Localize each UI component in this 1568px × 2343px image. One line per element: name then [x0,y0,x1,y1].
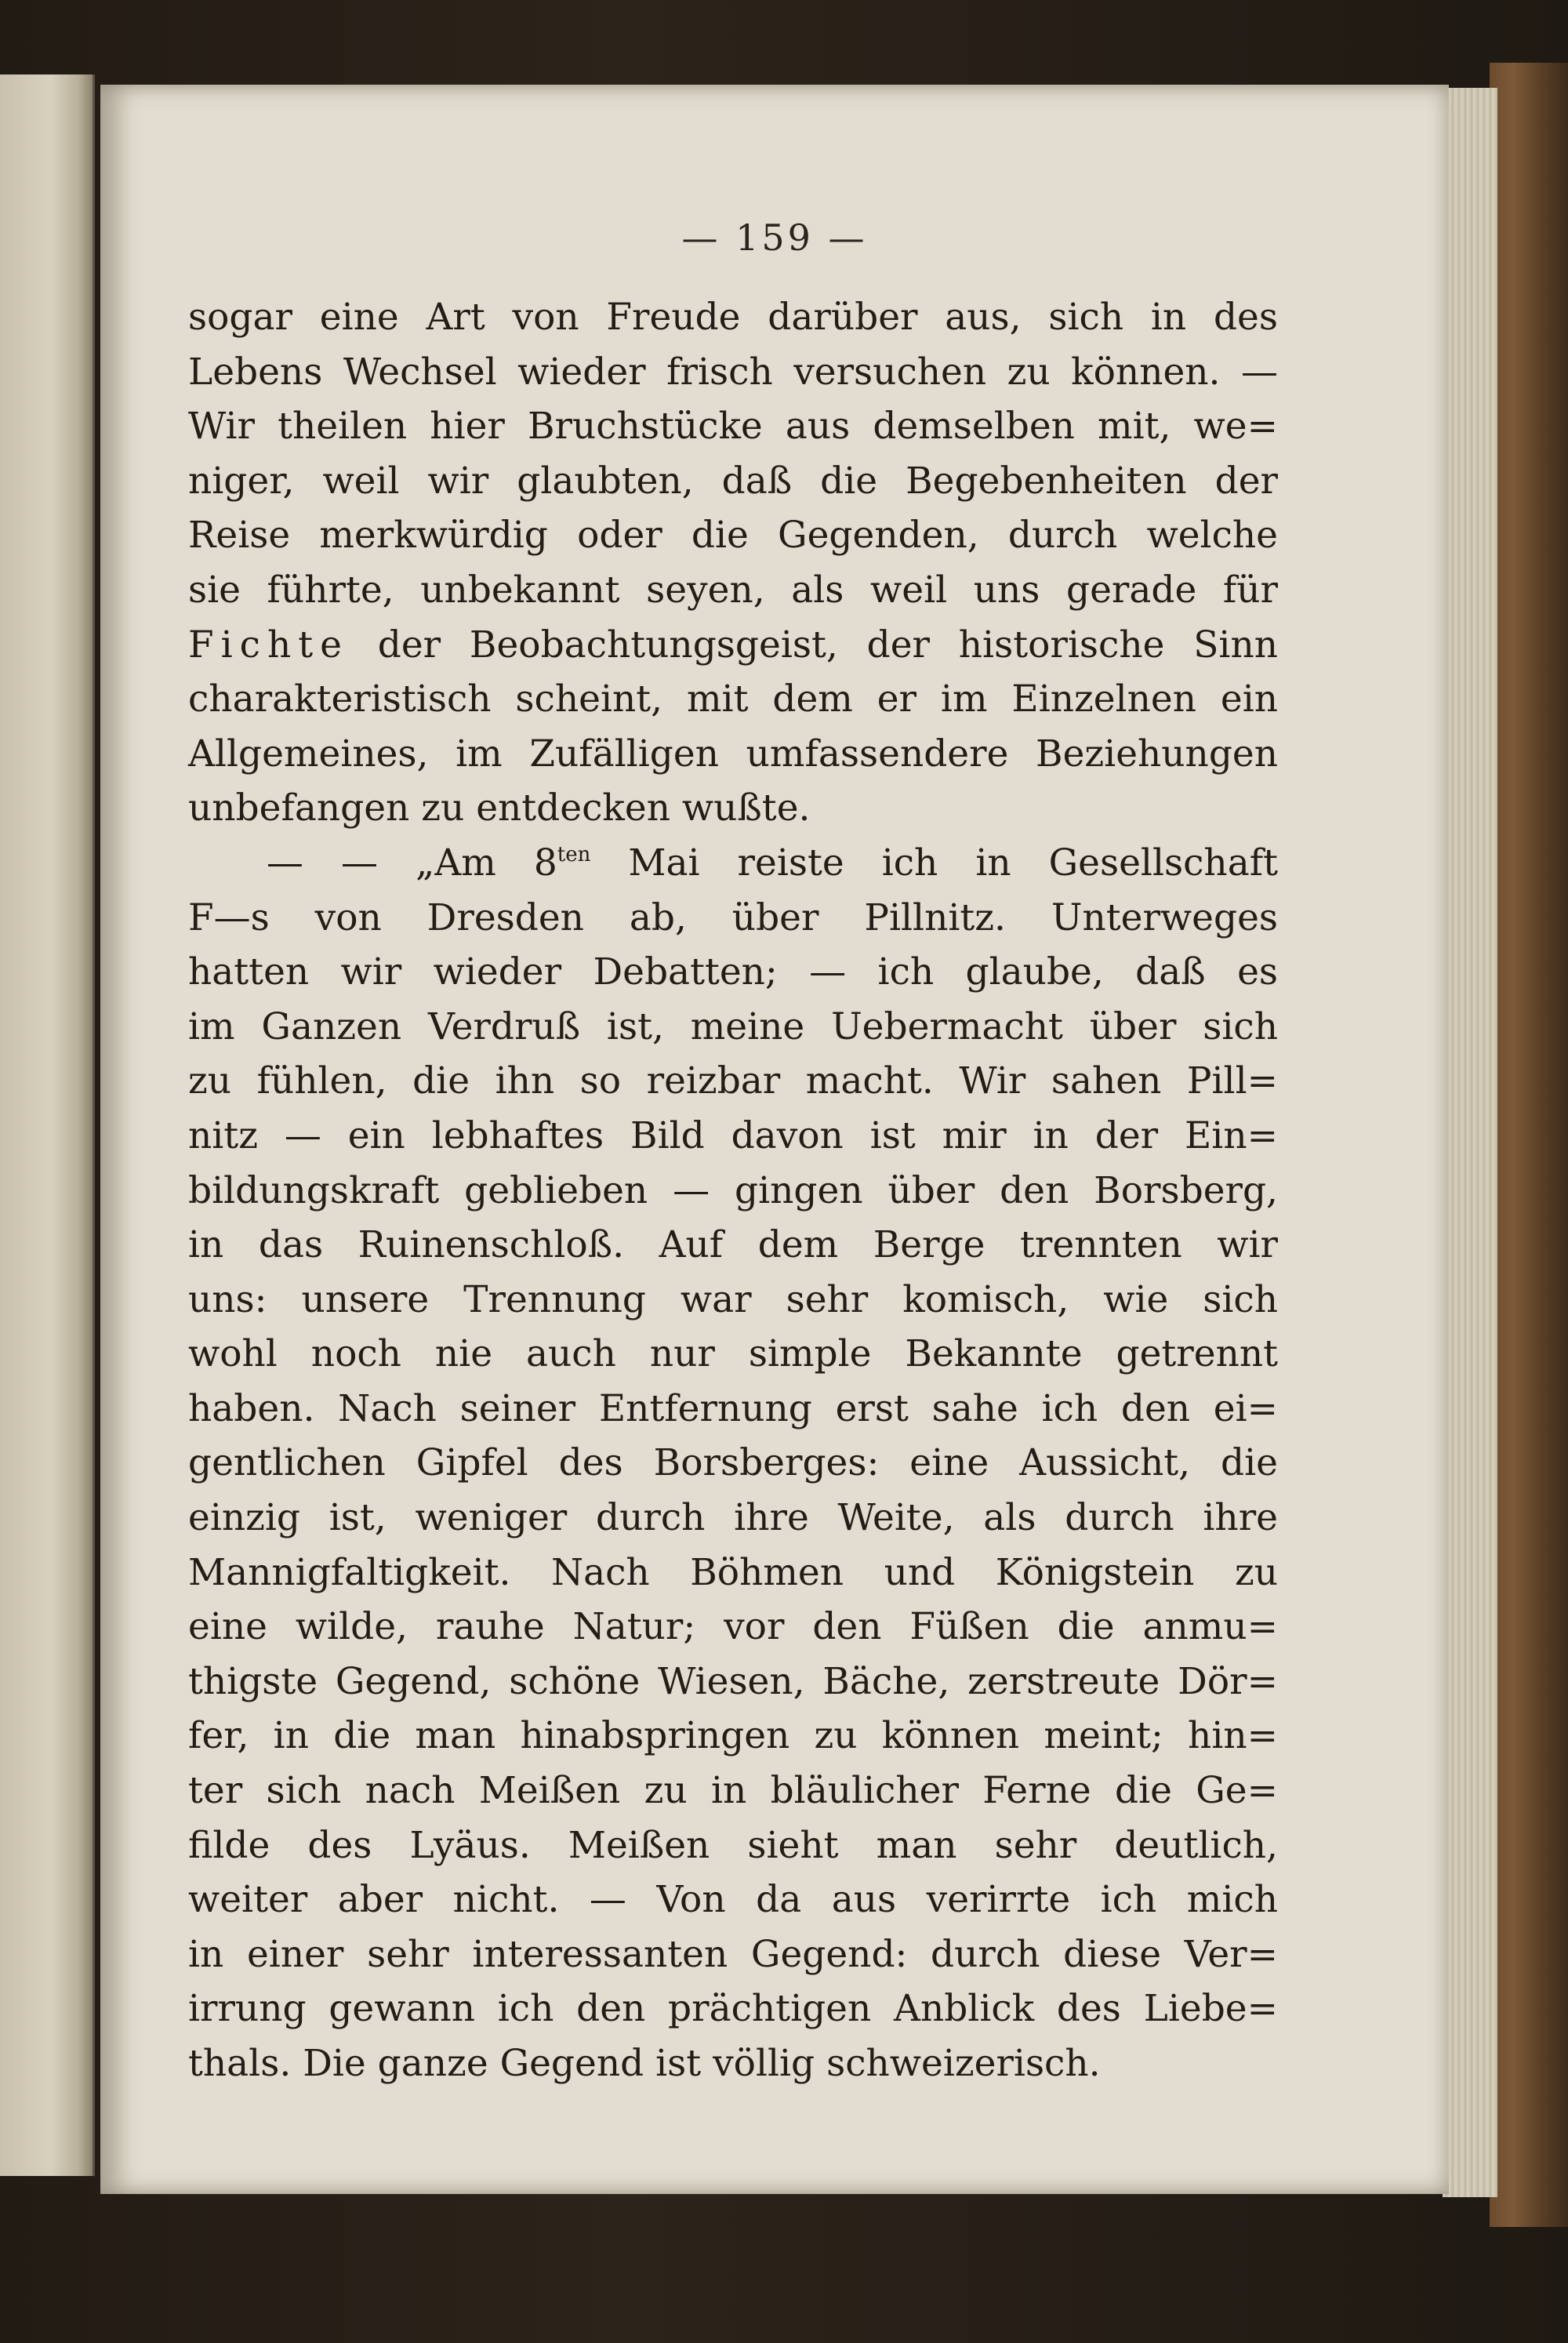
superscript: ten [557,842,591,866]
text-line: filde des Lyäus. Meißen sieht man sehr deutlich, [188,1823,1278,1867]
text-line: wohl noch nie auch nur simple Bekannte getrennt [188,1332,1278,1376]
text-line: irrung gewann ich den prächtigen Anblick des Liebe= [188,1987,1278,2031]
text-line: in das Ruinenschloß. Auf dem Berge trennten wir [188,1223,1278,1267]
text-line [188,836,1278,891]
text-line: Reise merkwürdig oder die Gegenden, durch welche [188,514,1278,558]
page-number: — 159 — [681,216,868,259]
text-line: Allgemeines, im Zufälligen umfassendere Beziehungen [188,732,1278,776]
text-line: ter sich nach Meißen zu in bläulicher Ferne die Ge= [188,1769,1278,1813]
text-line-post: Mai reiste ich in Gesellschaft [590,841,1278,885]
text-line: eine wilde, rauhe Natur; vor den Füßen die anmu= [188,1605,1278,1649]
text-line: fer, in die man hinabspringen zu können meint; hin= [188,1714,1278,1758]
text-line: uns: unsere Trennung war sehr komisch, wie sich [188,1277,1278,1321]
text-line: charakteristisch scheint, mit dem er im Einzelnen ein [188,677,1278,721]
text-line: sie führte, unbekannt seyen, als weil uns gerade für [188,568,1278,612]
facing-page-edge [0,74,95,2176]
text-line: niger, weil wir glaubten, daß die Begebenheiten der [188,459,1278,503]
text-line: Wir theilen hier Bruchstücke aus demselben mit, we= [188,405,1278,449]
text-line: thals. Die ganze Gegend ist völlig schweizerisch. [188,2042,1101,2085]
page-stack-edge [1443,88,1497,2197]
book-binding [1490,63,1568,2227]
body-text [188,290,1278,2091]
text-line: gentlichen Gipfel des Borsberges: eine Aussicht, die [188,1441,1278,1485]
text-line: haben. Nach seiner Entfernung erst sahe ich den ei= [188,1386,1278,1430]
text-line-pre: — — „Am 8 [267,841,557,885]
text-line: Lebens Wechsel wieder frisch versuchen zu können. — [188,350,1278,394]
text-line: zu fühlen, die ihn so reizbar macht. Wir sahen Pill= [188,1059,1278,1103]
text-line: sogar eine Art von Freude darüber aus, sich in des [188,296,1278,339]
text-line: Mannigfaltigkeit. Nach Böhmen und Königstein zu [188,1550,1278,1594]
text-line: im Ganzen Verdruß ist, meine Uebermacht über sich [188,1004,1278,1048]
book-page [100,85,1449,2194]
text-line: thigste Gegend, schöne Wiesen, Bäche, zerstreute Dör= [188,1659,1278,1703]
text-line: nitz — ein lebhaftes Bild davon ist mir in der Ein= [188,1113,1278,1157]
text-line: einzig ist, weniger durch ihre Weite, als durch ihre [188,1496,1278,1540]
text-line-rest: der Beobachtungsgeist, der historische Sinn [348,623,1278,667]
text-line: bildungskraft geblieben — gingen über den Borsberg, [188,1168,1278,1212]
text-line: hatten wir wieder Debatten; — ich glaube, daß es [188,950,1278,994]
text-line: weiter aber nicht. — Von da aus verirrte ich mich [188,1878,1278,1922]
text-line: in einer sehr interessanten Gegend: durch diese Ver= [188,1932,1278,1976]
emphasized-name: Fichte [188,623,349,667]
text-line [188,618,1278,673]
text-line: F—s von Dresden ab, über Pillnitz. Unterweges [188,895,1278,939]
text-line: unbefangen zu entdecken wußte. [188,786,811,830]
